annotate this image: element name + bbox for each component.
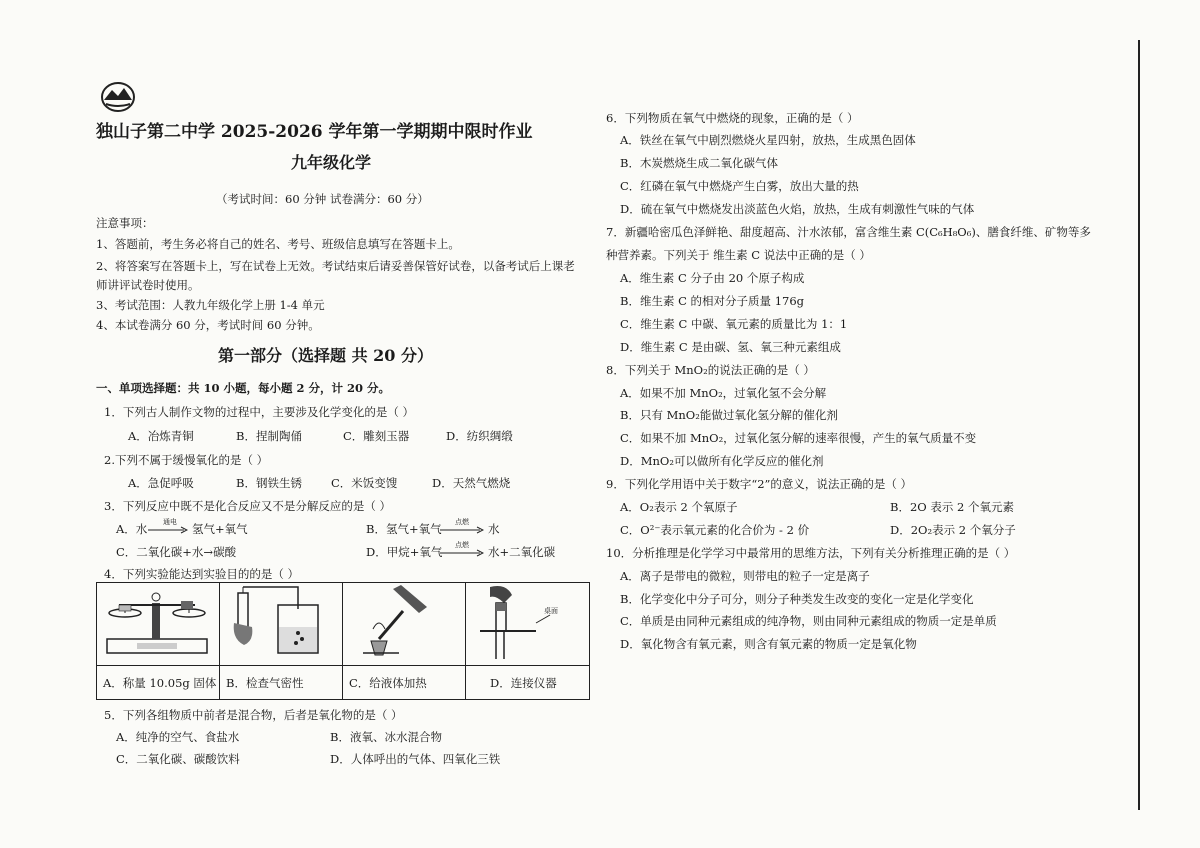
q3-option-b-condition: 点燃 [455, 518, 469, 526]
q9-option-b: B．2O 表示 2 个氧元素 [890, 500, 1014, 514]
q3-option-c: C．二氧化碳+水→碳酸 [116, 545, 237, 559]
heating-liquid-figure [343, 583, 466, 665]
q10-option-b: B．化学变化中分子可分，则分子种类发生改变的变化一定是化学变化 [620, 592, 974, 606]
q5-option-c: C．二氧化碳、碳酸饮料 [116, 752, 240, 766]
q4-caption-d: D．连接仪器 [466, 665, 589, 699]
q5-stem: 5．下列各组物质中前者是混合物，后者是氧化物的是（ ） [104, 708, 403, 722]
note-item: 2、将答案写在答题卡上，写在试卷上无效。考试结束后请妥善保管好试卷，以备考试后上课老 [96, 259, 575, 273]
q1-option-d: D．纺织绸缎 [446, 429, 513, 443]
q1-stem: 1．下列古人制作文物的过程中，主要涉及化学变化的是（ ） [104, 405, 414, 419]
q8-option-a: A．如果不加 MnO₂，过氧化氢不会分解 [620, 386, 827, 400]
q1-option-c: C．雕刻玉器 [343, 429, 410, 443]
part1-title: 第一部分（选择题 共 20 分） [218, 346, 433, 365]
q5-option-d: D．人体呼出的气体、四氧化三铁 [330, 752, 501, 766]
q9-option-d: D．2O₂表示 2 个氧分子 [890, 523, 1016, 537]
q4-stem: 4．下列实验能达到实验目的的是（ ） [104, 567, 299, 581]
q7-stem-line1: 7．新疆哈密瓜色泽鲜艳、甜度超高、汁水浓郁，富含维生素 C(C₆H₈O₆)、膳食纤维、矿物等多 [606, 225, 1091, 239]
q4-figure-table [96, 582, 590, 700]
q5-option-b: B．液氧、冰水混合物 [330, 730, 442, 744]
q3-option-d-left: D．甲烷+氧气 [366, 545, 443, 559]
q8-option-d: D．MnO₂可以做所有化学反应的催化剂 [620, 454, 824, 468]
school-logo [100, 80, 136, 114]
page-edge-line [1138, 40, 1140, 810]
q7-option-b: B．维生素 C 的相对分子质量 176g [620, 294, 805, 308]
q4-caption-c: C．给液体加热 [343, 665, 466, 699]
q1-option-a: A．冶炼青铜 [128, 429, 194, 443]
q3-option-a-condition: 通电 [163, 518, 177, 526]
q1-option-b: B．捏制陶俑 [236, 429, 302, 443]
q8-stem: 8．下列关于 MnO₂的说法正确的是（ ） [606, 363, 815, 377]
q2-option-a: A．急促呼吸 [128, 476, 194, 490]
exam-title: 独山子第二中学 2025-2026 学年第一学期期中限时作业 [96, 122, 533, 142]
q2-option-d: D．天然气燃烧 [432, 476, 511, 490]
q3-option-d-right: 水+二氧化碳 [488, 545, 556, 559]
reaction-arrow-icon [148, 526, 188, 534]
q5-option-a: A．纯净的空气、食盐水 [116, 730, 240, 744]
exam-subtitle: 九年级化学 [291, 153, 372, 172]
note-item: 3、考试范围：人教九年级化学上册 1-4 单元 [96, 298, 325, 312]
q9-option-a: A．O₂表示 2 个氧原子 [620, 500, 738, 514]
q8-option-c: C．如果不加 MnO₂，过氧化氢分解的速率很慢，产生的氧气质量不变 [620, 431, 977, 445]
q9-option-c: C．O²⁻表示氧元素的化合价为 - 2 价 [620, 523, 810, 537]
q8-option-b: B．只有 MnO₂能做过氧化氢分解的催化剂 [620, 408, 838, 422]
q2-option-b: B．钢铁生锈 [236, 476, 302, 490]
note-item: 1、答题前，考生务必将自己的姓名、考号、班级信息填写在答题卡上。 [96, 237, 460, 251]
q3-option-d-condition: 点燃 [455, 541, 469, 549]
q4-caption-a: A．称量 10.05g 固体 [97, 665, 220, 699]
q3-stem: 3．下列反应中既不是化合反应又不是分解反应的是（ ） [104, 499, 391, 513]
q10-stem: 10．分析推理是化学学习中最常用的思维方法，下列有关分析推理正确的是（ ） [606, 546, 1016, 560]
note-item: 师讲评试卷时使用。 [96, 278, 200, 292]
note-item: 4、本试卷满分 60 分，考试时间 60 分钟。 [96, 318, 320, 332]
q10-option-c: C．单质是由同种元素组成的纯净物，则由同种元素组成的物质一定是单质 [620, 614, 997, 628]
q6-option-a: A．铁丝在氧气中剧烈燃烧火星四射，放热，生成黑色固体 [620, 133, 916, 147]
q10-option-a: A．离子是带电的微粒，则带电的粒子一定是离子 [620, 569, 870, 583]
q6-option-b: B．木炭燃烧生成二氧化碳气体 [620, 156, 778, 170]
table-tag: 桌面 [544, 608, 558, 615]
q6-stem: 6．下列物质在氧气中燃烧的现象，正确的是（ ） [606, 111, 859, 125]
q4-caption-b: B．检查气密性 [220, 665, 343, 699]
q6-option-c: C．红磷在氧气中燃烧产生白雾，放出大量的热 [620, 179, 859, 193]
q6-option-d: D．硫在氧气中燃烧发出淡蓝色火焰，放热，生成有刺激性气味的气体 [620, 202, 975, 216]
balance-figure [97, 583, 220, 665]
reaction-arrow-icon [440, 549, 484, 557]
q3-option-b-right: 水 [488, 522, 500, 536]
reaction-arrow-icon [440, 526, 484, 534]
q7-stem-line2: 种营养素。下列关于 维生素 C 说法中正确的是（ ） [606, 248, 871, 262]
connect-instrument-figure [466, 583, 589, 665]
q2-option-c: C．米饭变馊 [331, 476, 398, 490]
q3-option-a-left: A．水 [116, 522, 148, 536]
q3-option-a-right: 氢气+氧气 [192, 522, 248, 536]
q9-stem: 9．下列化学用语中关于数字“2”的意义，说法正确的是（ ） [606, 477, 913, 491]
q2-stem: 2.下列不属于缓慢氧化的是（ ） [104, 453, 269, 467]
notes-heading: 注意事项： [96, 216, 154, 230]
q3-option-b-left: B．氢气+氧气 [366, 522, 442, 536]
airtight-check-figure [220, 583, 343, 665]
exam-info: （考试时间：60 分钟 试卷满分：60 分） [216, 192, 429, 206]
q7-option-a: A．维生素 C 分子由 20 个原子构成 [620, 271, 805, 285]
q7-option-d: D．维生素 C 是由碳、氢、氧三种元素组成 [620, 340, 841, 354]
section-heading: 一、单项选择题：共 10 小题，每小题 2 分，计 20 分。 [96, 381, 391, 395]
q10-option-d: D．氧化物含有氧元素，则含有氧元素的物质一定是氧化物 [620, 637, 917, 651]
q7-option-c: C．维生素 C 中碳、氧元素的质量比为 1：1 [620, 317, 848, 331]
